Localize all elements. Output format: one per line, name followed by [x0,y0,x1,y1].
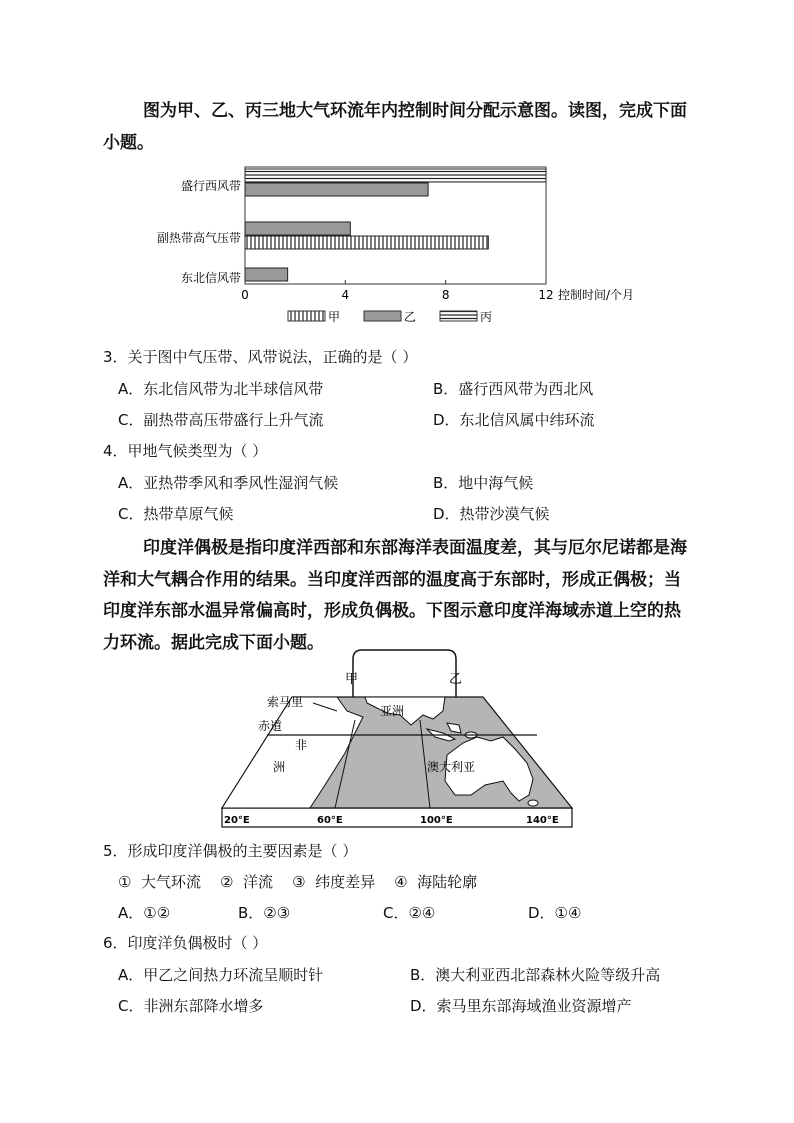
question-4-option-b[interactable]: B．地中海气候 [433,474,534,492]
x-tick-label-4: 4 [341,288,350,302]
label-asia: 亚洲 [380,704,405,718]
question-3-option-d[interactable]: D．东北信风属中纬环流 [433,411,595,429]
question-5-option-c[interactable]: C．②④ [383,904,436,922]
bar-乙-0 [245,183,428,196]
x-axis-label: 控制时间/个月 [558,288,635,302]
question-4-option-c[interactable]: C．热带草原气候 [118,505,234,523]
label-somalia: 索马里 [267,695,304,709]
category-label-westerlies: 盛行西风带 [180,179,241,193]
label-20e: 20°E [224,815,250,826]
intro-paragraph-2: 印度洋偶极是指印度洋西部和东部海洋表面温度差，其与厄尔尼诺都是海洋和大气耦合作用的结果。当印度洋西部的温度高于东部时，形成正偶极；当印度洋东部水温异常偏高时，形成负偶极。下图示意印度洋海域赤道上空的热力环流。据此完成下面小题。 [103,538,687,653]
label-equator: 赤道 [258,719,283,733]
x-tick-label-12: 12 [538,288,554,302]
label-100e: 100°E [420,815,453,826]
label-140e: 140°E [526,815,559,826]
question-6-option-c[interactable]: C．非洲东部降水增多 [118,997,264,1015]
label-australia: 澳大利亚 [427,760,476,774]
legend-swatch-jia [288,311,325,321]
x-tick-label-8: 8 [441,288,450,302]
legend-label-yi: 乙 [404,310,417,324]
label-yi: 乙 [449,672,463,687]
bar-丙-0 [245,169,546,182]
question-6-stem: 6．印度洋负偶极时（ ） [103,934,268,952]
legend-swatch-bing [440,311,477,321]
question-3-stem: 3．关于图中气压带、风带说法，正确的是（ ） [103,348,418,366]
indian-ocean-map [215,645,585,835]
bar-乙-1 [245,222,350,235]
question-4-option-d[interactable]: D．热带沙漠气候 [433,505,550,523]
bar-chart [156,160,670,330]
question-4-stem: 4．甲地气候类型为（ ） [103,442,268,460]
question-6-option-d[interactable]: D．索马里东部海域渔业资源增产 [410,997,632,1015]
legend-label-jia: 甲 [328,310,341,324]
label-60e: 60°E [317,815,343,826]
x-tick-label-0: 0 [241,288,249,302]
legend-label-bing: 丙 [480,310,493,324]
category-label-subtropical-high: 副热带高气压带 [156,231,241,245]
intro-paragraph-1: 图为甲、乙、丙三地大气环流年内控制时间分配示意图。读图，完成下面小题。 [103,101,687,153]
bar-甲-1 [245,236,488,249]
question-3-option-c[interactable]: C．副热带高压带盛行上升气流 [118,411,324,429]
label-africa-2: 洲 [273,760,286,774]
question-3-option-b[interactable]: B．盛行西风带为西北风 [433,380,594,398]
question-4-option-a[interactable]: A．亚热带季风和季风性湿润气候 [118,474,339,492]
label-africa-1: 非 [295,738,308,752]
question-3-option-a[interactable]: A．东北信风带为北半球信风带 [118,380,324,398]
question-5-option-d[interactable]: D．①④ [528,904,582,922]
question-5-stem: 5．形成印度洋偶极的主要因素是（ ） [103,842,358,860]
legend-swatch-yi [364,311,401,321]
question-5-option-b[interactable]: B．②③ [238,904,291,922]
label-jia: 甲 [345,672,359,687]
question-6-option-b[interactable]: B．澳大利亚西北部森林火险等级升高 [410,966,661,984]
bar-乙-2 [245,268,288,281]
question-5-items: ① 大气环流 ② 洋流 ③ 纬度差异 ④ 海陆轮廓 [118,873,478,891]
category-label-ne-trades: 东北信风带 [180,271,241,285]
question-6-option-a[interactable]: A．甲乙之间热力环流呈顺时针 [118,966,324,984]
question-5-option-a[interactable]: A．①② [118,904,171,922]
